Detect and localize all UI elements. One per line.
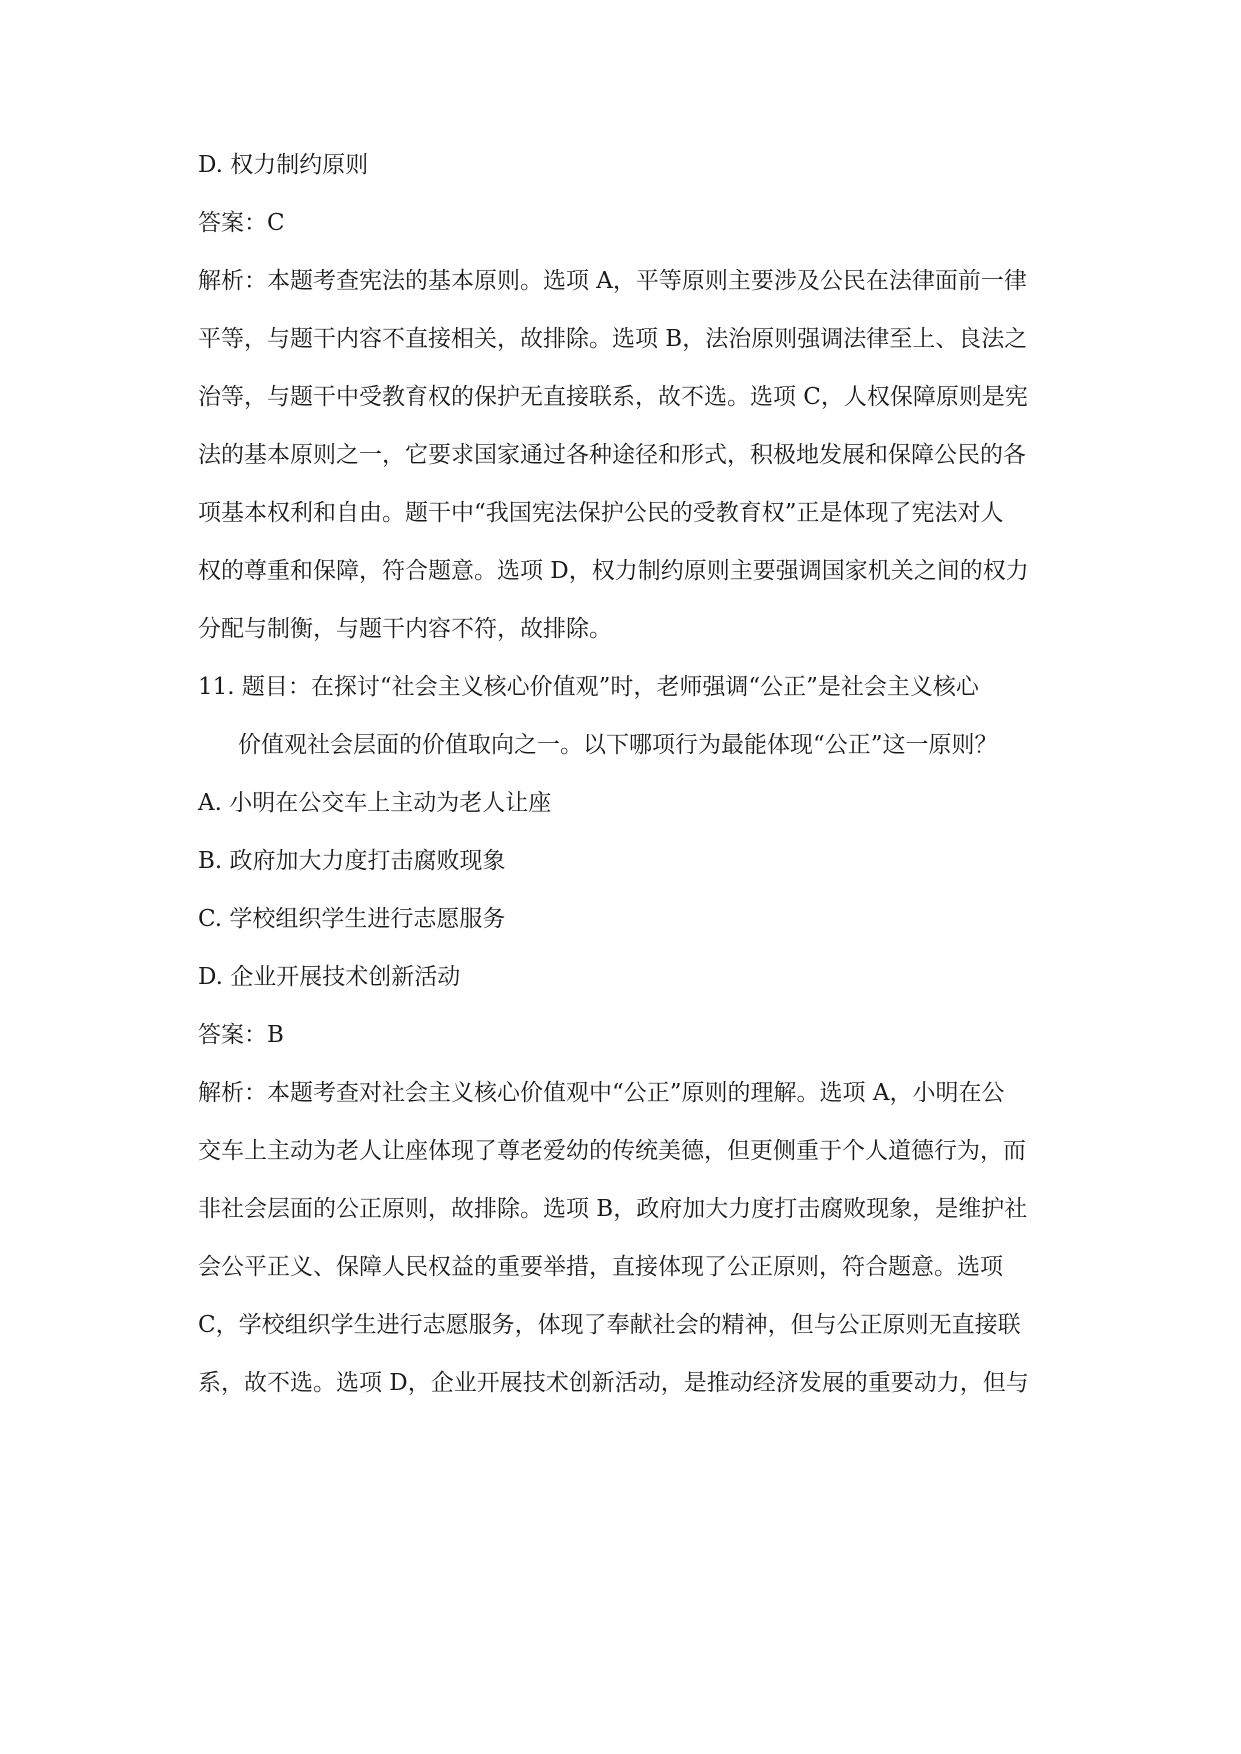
analysis-prev-line: 解析：本题考查宪法的基本原则。选项 A，平等原则主要涉及公民在法律面前一律 [198, 268, 1027, 294]
analysis-prev-line: 法的基本原则之一，它要求国家通过各种途径和形式，积极地发展和保障公民的各 [198, 442, 1026, 468]
analysis-prev-line: 治等，与题干中受教育权的保护无直接联系，故不选。选项 C，人权保障原则是宪 [198, 384, 1028, 410]
option-d-prev: D. 权力制约原则 [198, 152, 369, 178]
analysis-prev-line: 分配与制衡，与题干内容不符，故排除。 [198, 616, 612, 642]
question-11-option-d: D. 企业开展技术创新活动 [198, 964, 461, 990]
question-11-analysis-line: 解析：本题考查对社会主义核心价值观中“公正”原则的理解。选项 A，小明在公 [198, 1080, 1005, 1106]
question-11-analysis-line: 系，故不选。选项 D，企业开展技术创新活动，是推动经济发展的重要动力，但与 [198, 1370, 1029, 1396]
question-11-analysis-line: 非社会层面的公正原则，故排除。选项 B，政府加大力度打击腐败现象，是维护社 [198, 1196, 1028, 1222]
question-11-analysis-line: C，学校组织学生进行志愿服务，体现了奉献社会的精神，但与公正原则无直接联 [198, 1312, 1021, 1338]
answer-prev: 答案：C [198, 210, 285, 236]
question-11-analysis-line: 交车上主动为老人让座体现了尊老爱幼的传统美德，但更侧重于个人道德行为，而 [198, 1138, 1026, 1164]
question-11-option-b: B. 政府加大力度打击腐败现象 [198, 848, 506, 874]
question-11-stem-cont: 价值观社会层面的价值取向之一。以下哪项行为最能体现“公正”这一原则？ [238, 732, 998, 758]
analysis-prev-line: 平等，与题干内容不直接相关，故排除。选项 B，法治原则强调法律至上、良法之 [198, 326, 1028, 352]
question-11-analysis-line: 会公平正义、保障人民权益的重要举措，直接体现了公正原则，符合题意。选项 [198, 1254, 1003, 1280]
question-11-answer: 答案：B [198, 1022, 284, 1048]
question-11-option-c: C. 学校组织学生进行志愿服务 [198, 906, 506, 932]
analysis-prev-line: 权的尊重和保障，符合题意。选项 D，权力制约原则主要强调国家机关之间的权力 [198, 558, 1029, 584]
question-11-stem: 11. 题目：在探讨“社会主义核心价值观”时，老师强调“公正”是社会主义核心 [198, 674, 979, 700]
analysis-prev-line: 项基本权利和自由。题干中“我国宪法保护公民的受教育权”正是体现了宪法对人 [198, 500, 1004, 526]
question-11-option-a: A. 小明在公交车上主动为老人让座 [198, 790, 552, 816]
